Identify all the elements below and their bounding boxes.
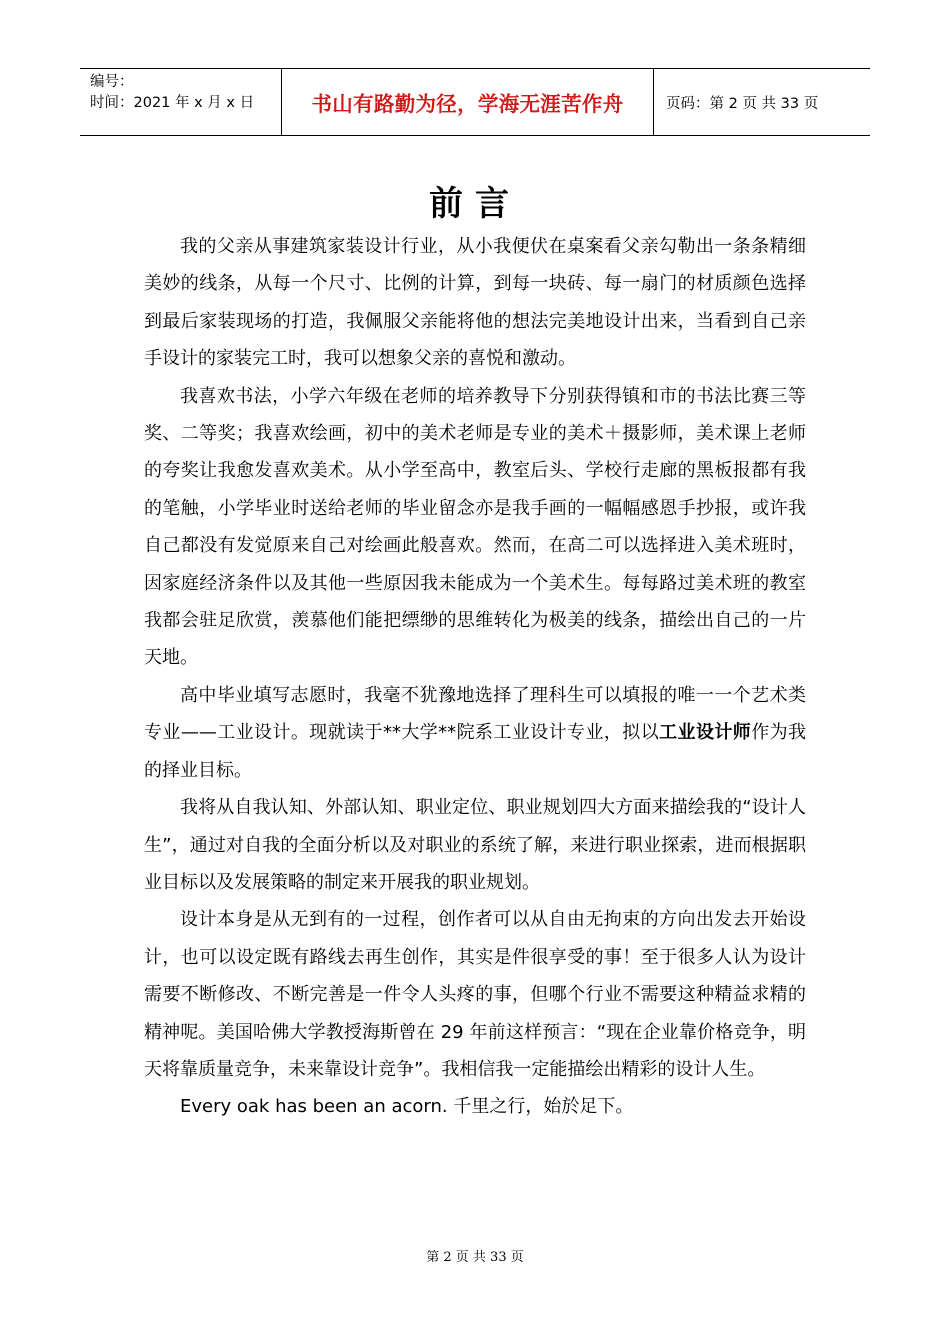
career-goal-emphasis: 工业设计师	[659, 722, 752, 744]
header-meta	[80, 69, 282, 135]
paragraph-3-tail: 作为我的择业目标。	[144, 722, 807, 781]
paragraph-2: 我喜欢书法，小学六年级在老师的培养教导下分别获得镇和市的书法比赛三等奖、二等奖；我喜欢绘画，初中的美术老师是专业的美术＋摄影师，美术课上老师的夸奖让我愈发喜欢美术。从小学至高中，教室后头、学校行走廊的黑板报都有我的笔触，小学毕业时送给老师的毕业留念亦是我手画的一幅幅感恩手抄报，或许我自己都没有发觉原来自己对绘画此般喜欢。然而，在高二可以选择进入美术班时，因家庭经济条件以及其他一些原因我未能成为一个美术生。每每路过美术班的教室我都会驻足欣赏，羡慕他们能把缥缈的思维转化为极美的线条，描绘出自己的一片天地。	[144, 385, 806, 669]
paragraph-6: Every oak has been an acorn. 千里之行，始於足下。	[180, 1096, 634, 1118]
page-header	[80, 68, 870, 136]
header-page-info: 页码：第 2 页 共 33 页	[666, 95, 819, 112]
header-motto: 书山有路勤为径，学海无涯苦作舟	[282, 69, 654, 135]
document-body	[144, 228, 806, 1126]
paragraph-3	[144, 677, 806, 789]
document-date: 时间：2021 年 x 月 x 日	[90, 95, 255, 111]
paragraph-4: 我将从自我认知、外部认知、职业定位、职业规划四大方面来描绘我的“设计人生”，通过对自我的全面分析以及对职业的系统了解，来进行职业探索，进而根据职业目标以及发展策略的制定来开展我的职业规划。	[144, 797, 806, 893]
page-footer: 第 2 页 共 33 页	[426, 1250, 524, 1265]
paragraph-5: 设计本身是从无到有的一过程，创作者可以从自由无拘束的方向出发去开始设计，也可以设定既有路线去再生创作，其实是件很享受的事！至于很多人认为设计需要不断修改、不断完善是一件令人头疼的事，但哪个行业不需要这种精益求精的精神呢。美国哈佛大学教授海斯曾在 29 年前这样预言：“现在企业靠价格竞争，明天将靠质量竞争，未来靠设计竞争”。我相信我一定能描绘出精彩的设计人生。	[144, 909, 806, 1080]
document-number: 编号：	[90, 74, 134, 90]
page-title: 前言	[429, 184, 521, 224]
paragraph-3-text: 高中毕业填写志愿时，我毫不犹豫地选择了理科生可以填报的唯一一个艺术类专业——工业设计。现就读于**大学**院系工业设计专业，拟以	[144, 684, 806, 744]
paragraph-1: 我的父亲从事建筑家装设计行业，从小我便伏在桌案看父亲勾勒出一条条精细美妙的线条，从每一个尺寸、比例的计算，到每一块砖、每一扇门的材质颜色选择到最后家装现场的打造，我佩服父亲能将他的想法完美地设计出来，当看到自己亲手设计的家装完工时，我可以想象父亲的喜悦和激动。	[144, 236, 806, 370]
